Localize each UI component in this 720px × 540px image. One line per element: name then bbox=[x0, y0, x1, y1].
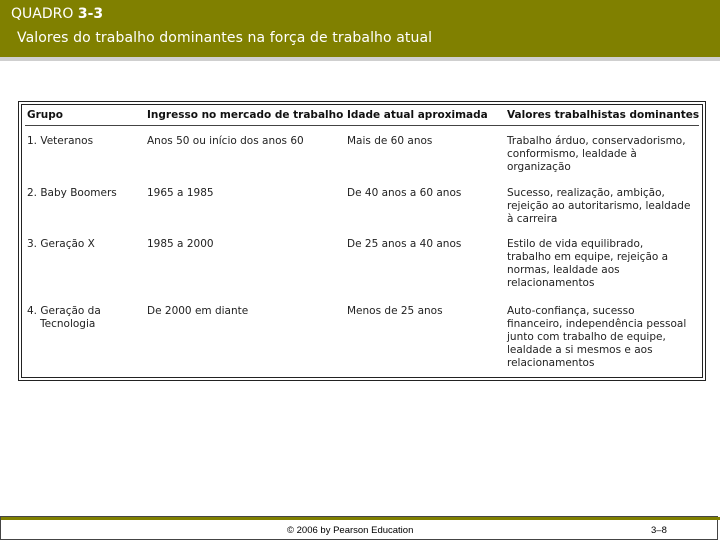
slide-title: Valores do trabalho dominantes na força de trabalho atual bbox=[17, 30, 433, 46]
footer-accent-bar bbox=[1, 517, 720, 520]
row-4-values-line: financeiro, independência pessoal bbox=[507, 318, 687, 330]
row-2-values-line: Sucesso, realização, ambição, bbox=[507, 187, 665, 199]
row-3-group-line: 3. Geração X bbox=[27, 238, 95, 250]
row-2-values bbox=[507, 187, 690, 226]
row-2-values-line: à carreira bbox=[507, 213, 558, 225]
row-3-age: De 25 anos a 40 anos bbox=[347, 238, 462, 250]
exhibit-prefix: QUADRO bbox=[11, 6, 74, 22]
row-1-group bbox=[27, 135, 93, 148]
slide-header bbox=[0, 0, 720, 57]
values-table bbox=[18, 101, 706, 381]
col-header-entry: Ingresso no mercado de trabalho bbox=[147, 109, 344, 121]
col-header-values: Valores trabalhistas dominantes bbox=[507, 109, 700, 121]
row-1-entry: Anos 50 ou início dos anos 60 bbox=[147, 135, 304, 147]
row-1-age: Mais de 60 anos bbox=[347, 135, 433, 147]
row-2-group bbox=[27, 187, 117, 200]
row-1-group-line: 1. Veteranos bbox=[27, 135, 94, 147]
row-4-values bbox=[507, 305, 686, 370]
row-3-values-line: relacionamentos bbox=[507, 277, 595, 289]
row-1-values-line: Trabalho árduo, conservadorismo, bbox=[507, 135, 686, 147]
exhibit-label bbox=[11, 6, 103, 22]
row-4-values-line: lealdade a si mesmos e aos bbox=[507, 344, 653, 356]
row-4-age: Menos de 25 anos bbox=[347, 305, 443, 317]
header-shadow bbox=[0, 57, 720, 61]
col-header-age: Idade atual aproximada bbox=[347, 109, 488, 121]
row-1-values-line: conformismo, lealdade à bbox=[507, 148, 637, 160]
row-2-group-line: 2. Baby Boomers bbox=[27, 187, 117, 199]
row-1-values bbox=[507, 135, 686, 174]
row-2-values-line: rejeição ao autoritarismo, lealdade bbox=[507, 200, 691, 212]
row-4-values-line: junto com trabalho de equipe, bbox=[507, 331, 666, 343]
row-4-group-line: Tecnologia bbox=[40, 318, 96, 330]
col-header-group: Grupo bbox=[27, 109, 64, 121]
row-3-group bbox=[27, 238, 95, 251]
row-2-age: De 40 anos a 60 anos bbox=[347, 187, 462, 199]
row-2-entry: 1965 a 1985 bbox=[147, 187, 214, 199]
row-3-entry: 1985 a 2000 bbox=[147, 238, 214, 250]
header-rule bbox=[25, 125, 699, 126]
exhibit-number: 3-3 bbox=[77, 6, 104, 22]
row-4-group-line: 4. Geração da bbox=[27, 305, 101, 317]
row-4-group bbox=[27, 305, 101, 331]
row-4-entry: De 2000 em diante bbox=[147, 305, 249, 317]
row-4-values-line: relacionamentos bbox=[507, 357, 595, 369]
row-1-values-line: organização bbox=[507, 161, 571, 173]
copyright-text: © 2006 by Pearson Education bbox=[287, 525, 414, 536]
page-number: 3–8 bbox=[651, 525, 667, 536]
row-3-values-line: Estilo de vida equilibrado, bbox=[507, 238, 644, 250]
row-3-values bbox=[507, 238, 668, 290]
row-4-values-line: Auto-confiança, sucesso bbox=[507, 305, 635, 317]
row-3-values-line: normas, lealdade aos bbox=[507, 264, 620, 276]
slide-footer bbox=[0, 516, 718, 540]
row-3-values-line: trabalho em equipe, rejeição a bbox=[507, 251, 669, 263]
